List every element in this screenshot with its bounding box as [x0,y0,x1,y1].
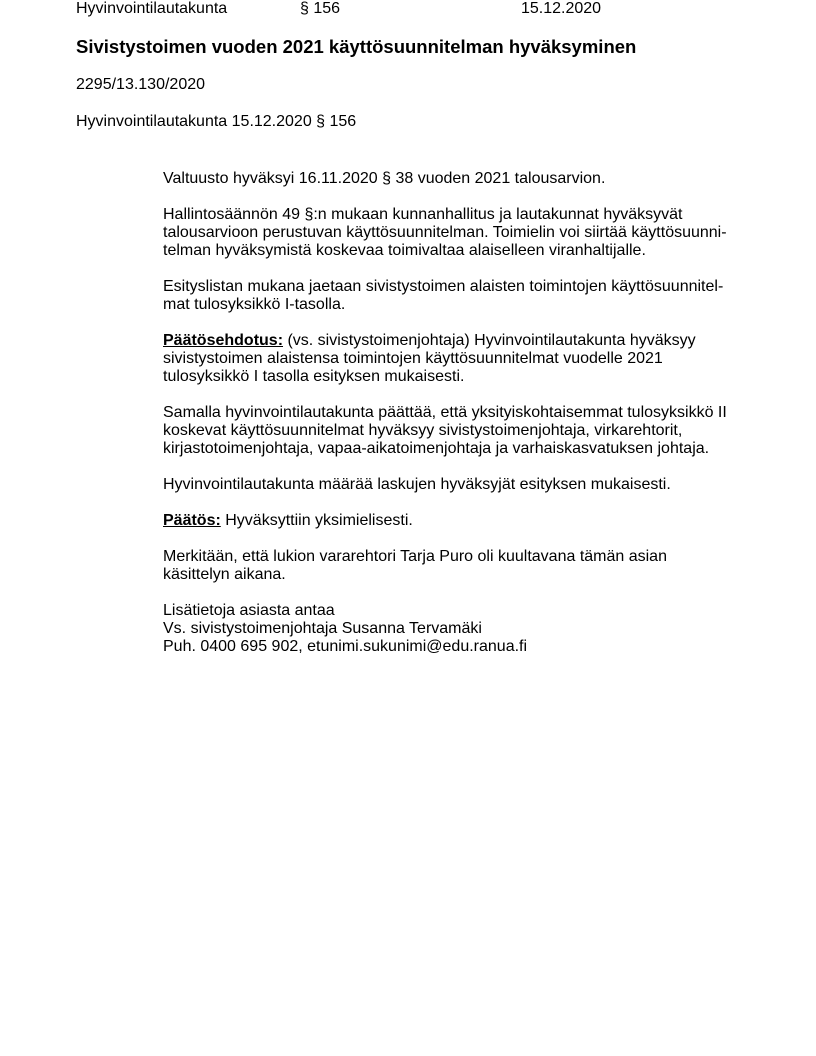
paragraph-line: Vs. sivistystoimenjohtaja Susanna Tervamäki [163,620,482,637]
paragraph-line: telman hyväksymistä koskevaa toimivaltaa alaiselleen viranhaltijalle. [163,242,646,259]
paragraph-line: Merkitään, että lukion vararehtori Tarja Puro oli kuultavana tämän asian [163,548,667,565]
paragraph-line [163,512,763,530]
paragraph [163,476,763,494]
paragraph-line: Puh. 0400 695 902, etunimi.sukunimi@edu.ranua.fi [163,638,528,655]
document-body [163,170,763,674]
paragraph-line: Hyvinvointilautakunta määrää laskujen hyväksyjät esityksen mukaisesti. [163,476,671,493]
meeting-reference: Hyvinvointilautakunta 15.12.2020 § 156 [76,113,357,130]
paragraph-line: tulosyksikkö I tasolla esityksen mukaisesti. [163,368,465,385]
paragraph [163,206,763,260]
paragraph-line: sivistystoimen alaistensa toimintojen käyttösuunnitelmat vuodelle 2021 [163,350,663,367]
paragraph-line: käsittelyn aikana. [163,566,286,583]
paragraph-line: Samalla hyvinvointilautakunta päättää, että yksityiskohtaisemmat tulosyksikkö II [163,404,727,421]
paragraph-line: koskevat käyttösuunnitelmat hyväksyy sivistystoimenjohtaja, virkarehtorit, [163,422,683,439]
paragraph-line [163,332,763,350]
paragraph [163,602,763,656]
reference-number: 2295/13.130/2020 [76,76,206,93]
paragraph-line: Hallintosäännön 49 §:n mukaan kunnanhallitus ja lautakunnat hyväksyvät [163,206,683,223]
paragraph [163,548,763,584]
paragraph [163,404,763,458]
paragraph [163,278,763,314]
paragraph-line: Lisätietoja asiasta antaa [163,602,335,619]
paragraph-line: mat tulosyksikkö I-tasolla. [163,296,346,313]
paragraph [163,332,763,386]
header-board: Hyvinvointilautakunta [76,0,228,17]
paragraph-text: Hyväksyttiin yksimielisesti. [220,512,413,529]
paragraph-line: Esityslistan mukana jaetaan sivistystoimen alaisten toimintojen käyttösuunnitel- [163,278,724,295]
paragraph-label: Päätösehdotus: [163,332,284,349]
paragraph-text: (vs. sivistystoimenjohtaja) Hyvinvointilautakunta hyväksyy [283,332,696,349]
header-section: § 156 [300,0,341,17]
document-title: Sivistystoimen vuoden 2021 käyttösuunnitelman hyväksyminen [76,36,637,57]
paragraph-label: Päätös: [163,512,221,529]
paragraph-line: Valtuusto hyväksyi 16.11.2020 § 38 vuoden 2021 talousarvion. [163,170,606,187]
header-date: 15.12.2020 [521,0,602,17]
paragraph-line: talousarvioon perustuvan käyttösuunnitelman. Toimielin voi siirtää käyttösuunni- [163,224,727,241]
paragraph [163,170,763,188]
paragraph-line: kirjastotoimenjohtaja, vapaa-aikatoimenjohtaja ja varhaiskasvatuksen johtaja. [163,440,710,457]
paragraph [163,512,763,530]
